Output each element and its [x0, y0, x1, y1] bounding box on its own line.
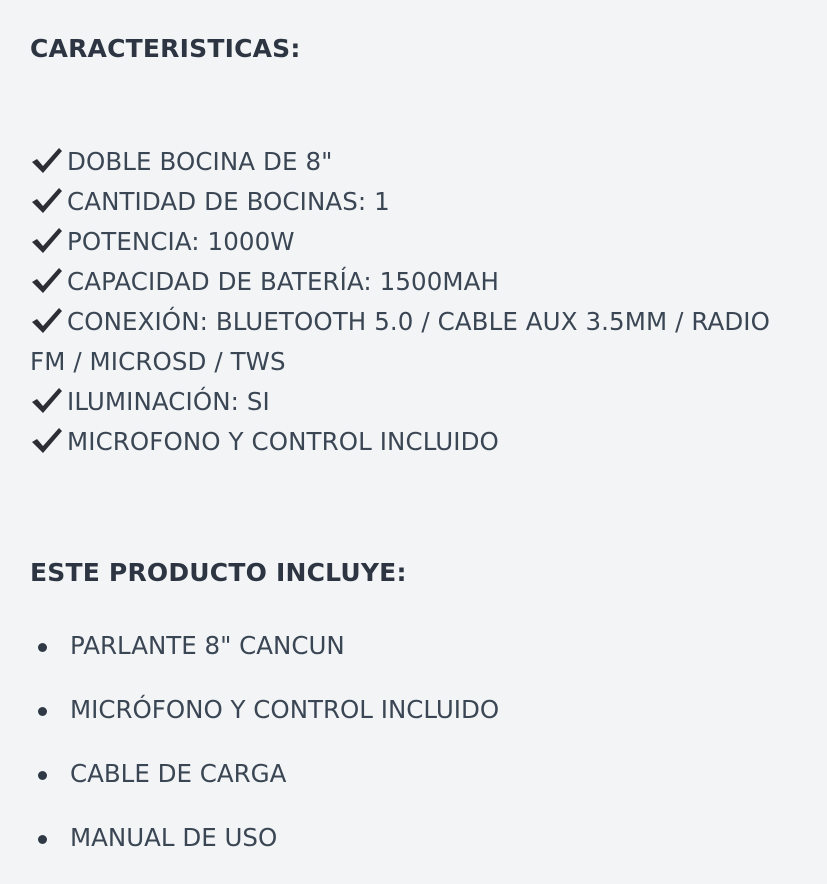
feature-item [30, 262, 810, 302]
feature-text: CANTIDAD DE BOCINAS: 1 [67, 187, 390, 216]
feature-text: ILUMINACIÓN: SI [67, 387, 270, 416]
feature-item [30, 222, 810, 262]
include-text: MICRÓFONO Y CONTROL INCLUIDO [70, 695, 500, 724]
feature-item [30, 382, 810, 422]
include-item [30, 622, 499, 686]
check-mark-icon [30, 145, 64, 175]
check-mark-icon [30, 185, 64, 215]
feature-text: POTENCIA: 1000W [67, 227, 295, 256]
bullet-dot [38, 707, 47, 716]
includes-list [30, 622, 499, 878]
include-text: CABLE DE CARGA [70, 759, 287, 788]
characteristics-heading: CARACTERISTICAS: [30, 34, 301, 63]
include-item [30, 686, 499, 750]
include-item [30, 814, 499, 878]
check-mark-icon [30, 425, 64, 455]
feature-text: CONEXIÓN: BLUETOOTH 5.0 / CABLE AUX 3.5MM / RADIO FM / MICROSD / TWS [30, 307, 771, 376]
include-text: PARLANTE 8" CANCUN [70, 631, 345, 660]
check-mark-icon [30, 225, 64, 255]
features-list [30, 142, 810, 462]
feature-item [30, 182, 810, 222]
bullet-dot [38, 643, 47, 652]
feature-item [30, 302, 810, 382]
check-mark-icon [30, 305, 64, 335]
include-item [30, 750, 499, 814]
check-mark-icon [30, 265, 64, 295]
bullet-dot [38, 835, 47, 844]
bullet-dot [38, 771, 47, 780]
include-text: MANUAL DE USO [70, 823, 278, 852]
feature-text: MICROFONO Y CONTROL INCLUIDO [67, 427, 499, 456]
feature-item [30, 422, 810, 462]
check-mark-icon [30, 385, 64, 415]
feature-text: DOBLE BOCINA DE 8" [67, 147, 333, 176]
feature-item [30, 142, 810, 182]
includes-heading: ESTE PRODUCTO INCLUYE: [30, 558, 407, 587]
feature-text: CAPACIDAD DE BATERÍA: 1500MAH [67, 267, 500, 296]
